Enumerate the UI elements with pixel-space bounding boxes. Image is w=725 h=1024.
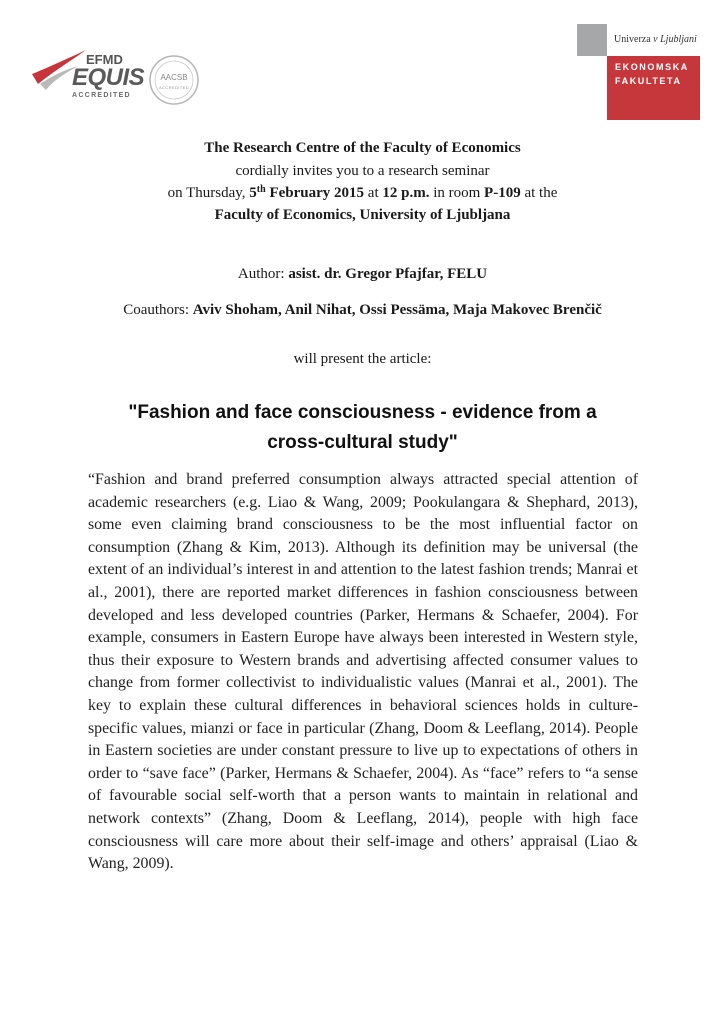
logo-grey-square	[577, 24, 607, 56]
invitation-line: cordially invites you to a research seminar	[235, 163, 490, 179]
faculty-name-line1: EKONOMSKA	[615, 62, 689, 72]
present-text: will present the article:	[293, 351, 432, 367]
article-title	[90, 398, 635, 458]
date-line: on Thursday, 5th February 2015 at 12 p.m. in room P-109 at the	[167, 184, 558, 201]
coauthors-line: Coauthors: Aviv Shoham, Anil Nihat, Ossi Pessäma, Maja Makovec Brenčič	[123, 302, 602, 318]
accreditation-logos	[30, 40, 189, 110]
faculty-name-line2: FAKULTETA	[615, 76, 682, 86]
logo-red-block	[607, 56, 700, 120]
university-name: Univerza v Ljubljani	[614, 34, 697, 45]
venue-line: Faculty of Economics, University of Ljubljana	[214, 207, 511, 223]
article-title-line2: cross-cultural study"	[267, 432, 458, 453]
abstract-paragraph: “Fashion and brand preferred consumption always attracted special attention of academic researchers (e.g. Liao & Wang, 2009; Pookulangara & Shephard, 2013), some even claiming brand consciousness to be the most influential factor on consumption (Zhang & Kim, 2013). Although its definition may be universal (the extent of an individual’s interest in and attention to the latest fashion trends; Manrai et al., 2001), there are reported market differences in fashion consciousness between developed and less developed countries (Parker, Hermans & Schaefer, 2004). For example, consumers in Eastern Europe have always been interested in Western style, thus their exposure to Western brands and advertising affected consumer values to change from former collectivist to individualistic values (Manrai et al., 2001). The key to explain these cultural differences in behavioral sciences holds in culture-specific values, mianzi or face in particular (Zhang, Doom & Leeflang, 2014). People in Eastern societies are under constant pressure to live up to expectations of others in order to “save face” (Parker, Hermans & Schaefer, 2004). As “face” refers to “a sense of favourable social self-worth that a person wants to maintain in relational and network contexts” (Zhang, Doom & Leeflang, 2014), people with high face consciousness will care more about their self-image and others’ appraisal (Liao & Wang, 2009).	[88, 471, 638, 873]
organizer-line: The Research Centre of the Faculty of Economics	[204, 140, 521, 156]
efmd-logo-text: EFMD	[86, 52, 123, 67]
equis-logo-text: EQUIS	[72, 64, 145, 91]
author-line: Author: asist. dr. Gregor Pfajfar, FELU	[237, 266, 488, 282]
article-title-line1: "Fashion and face consciousness - evidence from a	[128, 402, 597, 423]
faculty-logo	[577, 24, 700, 120]
equis-accredited-text: ACCREDITED	[72, 92, 131, 99]
aacsb-seal-icon	[148, 54, 200, 106]
aacsb-accredited-text: ACCREDITED	[158, 85, 189, 90]
aacsb-text: AACSB	[160, 73, 188, 82]
